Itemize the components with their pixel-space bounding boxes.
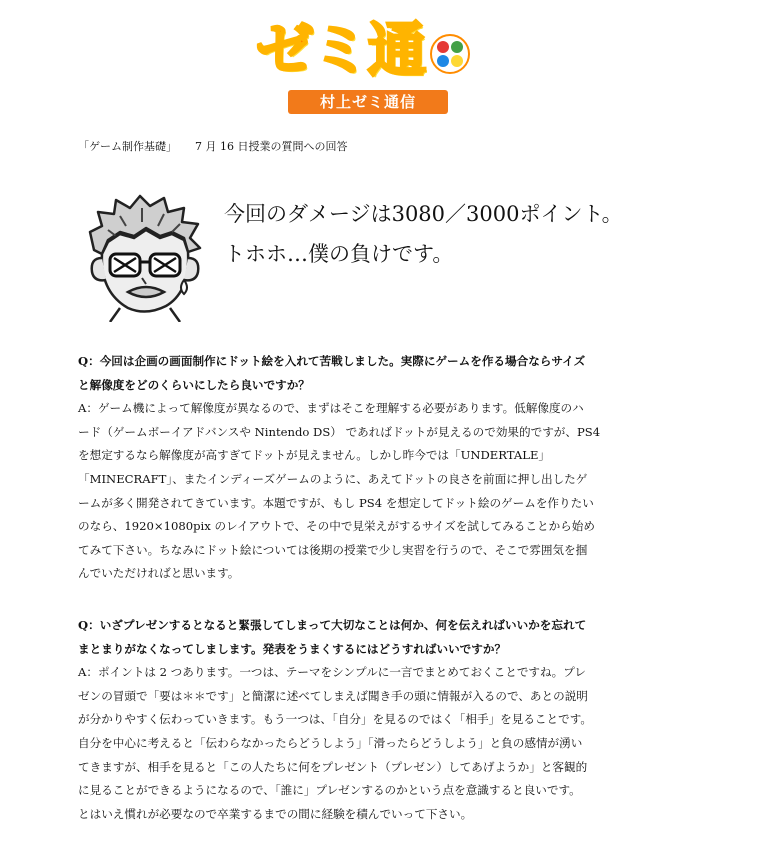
question-line: Q：いざプレゼンするとなると緊張してしまって大切なことは何か、何を伝えればいいかを忘れて bbox=[78, 618, 587, 632]
question-line: と解像度をどのくらいにしたら良いですか？ bbox=[78, 377, 310, 392]
answer-line: A：ゲーム機によって解像度が異なるので、まずはそこを理解する必要があります。低解像度のハ bbox=[78, 401, 584, 416]
answer-line: 自分を中心に考えると「伝わらなかったらどうしよう」「滑ったらどうしよう」と負の感情が湧い bbox=[78, 735, 583, 750]
qa-block bbox=[78, 350, 684, 586]
logo-title: ゼミ通 bbox=[256, 16, 425, 84]
question-line: まとまりがなくなってしまします。発表をうまくするにはどうすればいいですか？ bbox=[78, 641, 507, 656]
logo-subtitle: 村上ゼミ通信 bbox=[288, 90, 448, 114]
logo-dot bbox=[451, 41, 463, 53]
answer-line: 「MINECRAFT」、またインディーズゲームのように、あえてドットの良さを前面に押し出したゲ bbox=[78, 471, 588, 486]
answer-line: とはいえ慣れが必要なので卒業するまでの間に経験を積んでいって下さい。 bbox=[78, 806, 473, 821]
answer-line: てみて下さい。ちなみにドット絵については後期の授業で少し実習を行うので、そこで雰囲気を掴 bbox=[78, 542, 588, 557]
answer-line: ード（ゲームボーイアドバンスや Nintendo DS） であればドットが見えるので効果的ですが、PS4 bbox=[78, 424, 601, 439]
logo-mark bbox=[252, 12, 484, 88]
question-line: Q：今回は企画の画面制作にドット絵を入れて苦戦しました。実際にゲームを作る場合ならサイズ bbox=[78, 354, 586, 368]
answer-line: を想定するなら解像度が高すぎてドットが見えません。しかし昨今では「UNDERTALE」 bbox=[78, 448, 551, 463]
logo-dot bbox=[437, 55, 449, 67]
logo-dot bbox=[451, 55, 463, 67]
course-line bbox=[78, 140, 348, 154]
headline-line: 今回のダメージは3080／3000ポイント。 bbox=[224, 202, 623, 226]
answer-line: ームが多く開発されてきています。本題ですが、もし PS4 を想定してドット絵のゲームを作りたい bbox=[78, 495, 594, 510]
answer-line: が分かりやすく伝わっていきます。もう一つは、「自分」を見るのではく「相手」を見ることです。 bbox=[78, 712, 592, 727]
avatar bbox=[80, 192, 210, 322]
answer-line: てきますが、相手を見ると「この人たちに何をプレゼント（プレゼン）してあげようか」と客観的 bbox=[78, 759, 588, 774]
answer-line: のなら、1920×1080pix のレイアウトで、その中で見栄えがするサイズを試してみることから始め bbox=[78, 519, 595, 534]
answer-line: ゼンの冒頭で「要は＊＊です」と簡潔に述べてしまえば聞き手の頭に情報が入るので、あとの説明 bbox=[78, 688, 588, 703]
answer-line: んでいただければと思います。 bbox=[78, 566, 240, 581]
headline bbox=[224, 194, 623, 274]
course-subject: 7 月 16 日授業の質問への回答 bbox=[195, 140, 348, 153]
logo bbox=[252, 12, 484, 116]
logo-dot bbox=[437, 41, 449, 53]
answer-line: に見ることができるようになるので、「誰に」プレゼンするのかという点を意識すると良いです。 bbox=[78, 783, 581, 798]
headline-line: トホホ…僕の負けです。 bbox=[224, 242, 454, 266]
course-name: 「ゲーム制作基礎」 bbox=[78, 140, 177, 153]
answer-line: A：ポイントは 2 つあります。一つは、テーマをシンプルに一言でまとめておくことですね。プレ bbox=[78, 665, 586, 680]
logo-dots-icon bbox=[430, 34, 470, 74]
qa-block bbox=[78, 614, 684, 826]
